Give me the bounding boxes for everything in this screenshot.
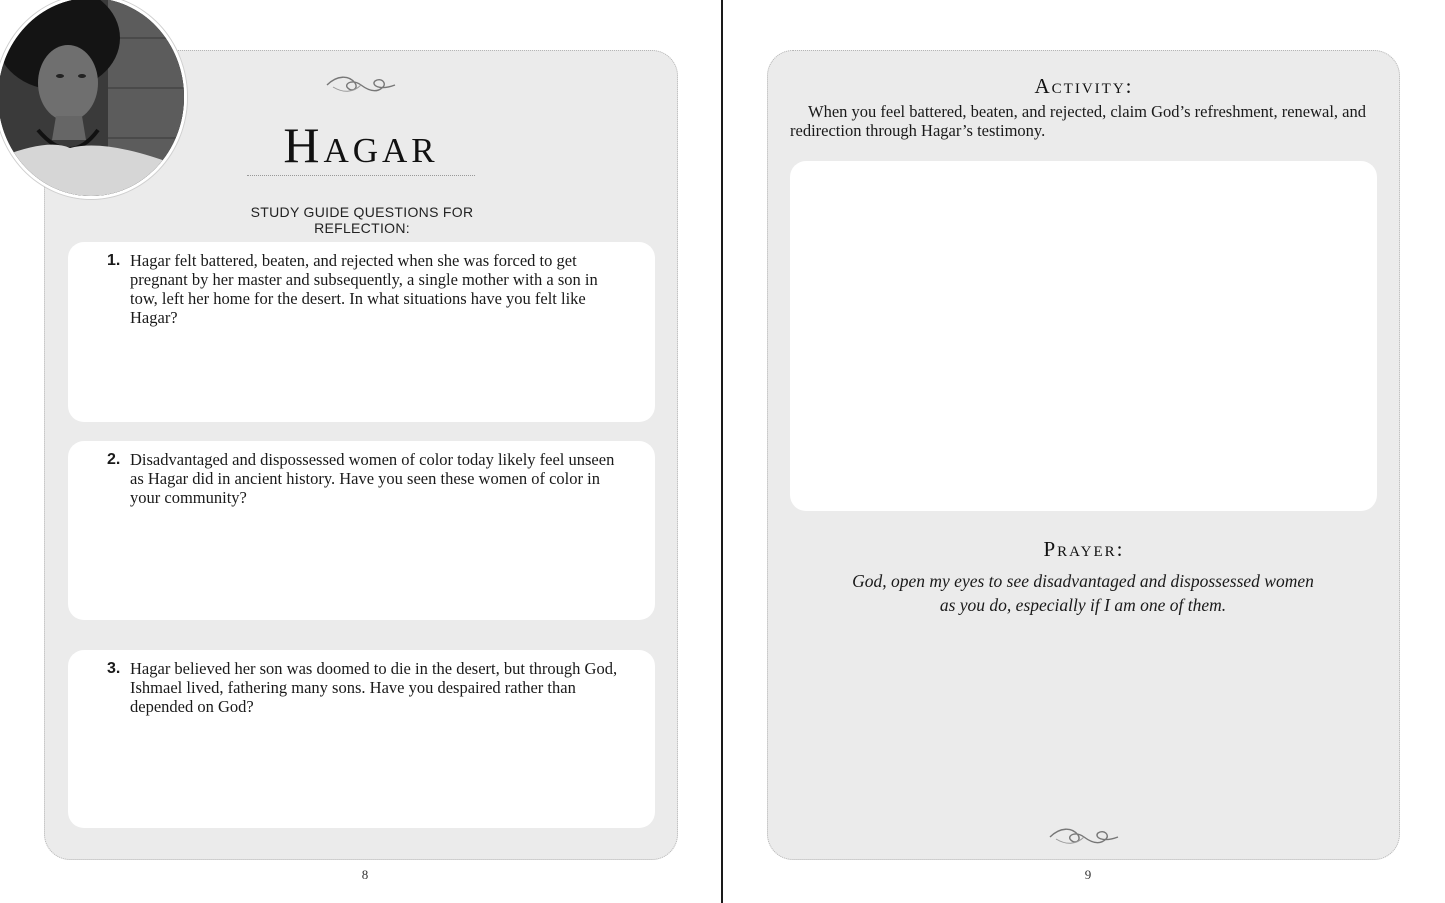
prayer-line-1: God, open my eyes to see disadvantaged and dispossessed women: [852, 571, 1314, 591]
activity-writing-box[interactable]: [790, 161, 1377, 511]
question-text: Disadvantaged and dispossessed women of color today likely feel unseen as Hagar did in ancient history. Have you seen these women of color in your community?: [130, 450, 615, 507]
study-guide-subtitle: STUDY GUIDE QUESTIONS FOR REFLECTION:: [250, 204, 474, 236]
top-flourish-icon: [323, 73, 399, 97]
question-text: Hagar felt battered, beaten, and rejected when she was forced to get pregnant by her master and subsequently, a single mother with a son in tow, left her home for the desert. In what situations have you felt like Hagar?: [130, 251, 598, 327]
page-title: Hagar: [283, 117, 439, 173]
activity-heading: Activity:: [1034, 74, 1134, 98]
question-card-2[interactable]: [68, 441, 655, 620]
left-page-number: 8: [361, 867, 369, 882]
question-card-1[interactable]: [68, 242, 655, 422]
prayer-heading: Prayer:: [1043, 537, 1125, 561]
woman-portrait-icon: [0, 0, 184, 196]
question-number: 2.: [107, 451, 121, 468]
question-number: 1.: [107, 252, 121, 269]
right-page-number: 9: [1084, 867, 1092, 882]
book-spine-divider: [721, 0, 723, 903]
question-card-3[interactable]: [68, 650, 655, 828]
question-text: Hagar believed her son was doomed to die in the desert, but through God, Ishmael lived, fathering many sons. Have you despaired rather than depended on God?: [130, 659, 618, 716]
activity-text: When you feel battered, beaten, and rejected, claim God’s refreshment, renewal, and redirection through Hagar’s testimony.: [790, 102, 1366, 140]
prayer-text: [800, 569, 1366, 617]
title-divider: [247, 175, 475, 176]
question-number: 3.: [107, 660, 121, 677]
prayer-line-2: as you do, especially if I am one of them.: [939, 595, 1227, 615]
bottom-flourish-icon: [1046, 825, 1122, 849]
